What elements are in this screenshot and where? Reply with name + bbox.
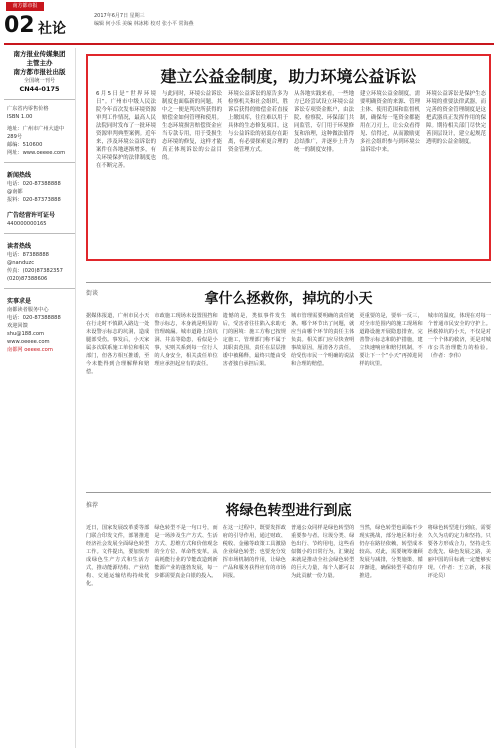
newspaper-logo: 南方都市报 (6, 2, 44, 11)
story-body (86, 524, 491, 744)
reader-line: 传真：(020)87382357 (7, 268, 63, 274)
address-line: 地址：广州市广州大道中289号 (7, 126, 65, 140)
hotline-block (4, 166, 75, 206)
page-header (0, 0, 499, 44)
story-street-talk (86, 288, 491, 488)
hotline-line: @南都 (7, 189, 23, 195)
feature-headline: 建立公益金制度，助力环境公益诉讼 (160, 67, 417, 86)
story-recommend (86, 500, 491, 745)
footer-line: 南都读者服务中心 (7, 307, 49, 313)
feature-column: 环境公益诉讼的原告多为检察机关和社会组织，胜诉后获得的赔偿金若直接上缴国库，往往难以用于具体的生态修复项目，这与公益诉讼的初衷存在距离，有必要探索更合理的资金管理方式。 (228, 91, 288, 153)
publication-number: CN44-0175 (19, 85, 60, 93)
reader-line: 电话：87388888 (7, 252, 49, 258)
footer-line: 欢迎回馈 (7, 323, 28, 329)
section-name: 社论 (38, 21, 66, 37)
story-column: 据媒体报道，广州市民小天在行走时不慎跌入路边一处未设警示标志的坑洞，造成腿部受伤。事发后，小天家属多次联系施工单位和相关部门，但各方相互推诿，至今未能得到合理解释和赔偿。 (86, 313, 150, 375)
ad-license-number: 440000000165 (7, 221, 47, 227)
footer-line: shu@188.com (7, 331, 45, 337)
publisher-line: 全国统一刊号 (23, 78, 56, 84)
publisher-line: 主管主办 (26, 59, 53, 67)
reader-hotline-block (4, 237, 75, 285)
story-headline: 拿什么拯救你，掉坑的小天 (204, 291, 373, 307)
sidebar-divider (4, 162, 75, 163)
story-column: 城市的温度，体现在对每一个普通市民安全的守护上。拯救掉坑的小天，不仅是对一个个体的救济，更是对城市公共治理能力的检验。（作者：李伟） (427, 313, 491, 359)
ad-license-heading: 广告经营许可证号 (7, 212, 56, 219)
reader-line: @nanduzc (7, 260, 35, 266)
feature-columns (96, 90, 486, 258)
address-line: 网址：www.oeeee.com (7, 150, 66, 156)
feature-column: 与此同时，环境公益诉讼制度也面临新的问题，其中之一便是判决所获得的赔偿金如何管理和使用。生态环境损害赔偿资金应当专款专用，用于受损生态环境的修复，这样才能真正体现诉讼的公益目的。 (162, 91, 222, 161)
story-column: 绿色转型不是一句口号，而是一场涉及生产方式、生活方式、思维方式和价值观念的全方位、革命性变革。从高耗能行业的节能改造到新能源产业的蓬勃发展，每一步都需要真金白银的投入。 (154, 525, 218, 579)
header-rule (4, 43, 494, 45)
feature-editorial (86, 54, 491, 261)
publisher-line: 南方报业传媒集团 (13, 50, 66, 58)
issue-date: 2017年6月7日 星期三 (94, 13, 145, 19)
website-link[interactable]: 南都网 oeeee.com (7, 347, 53, 353)
story-column: 将绿色转型进行到底，需要久久为功的定力和坚持。只要各方形成合力，坚持走生态优先、绿色发展之路，美丽中国的目标就一定能够实现。（作者：王立新，本报评论员） (427, 525, 491, 579)
story-column: 当然，绿色转型也面临不少现实挑战，部分地区和行业仍存在路径依赖，转型成本较高。对此，需要统筹兼顾发展与减排，分类施策、循序渐进，确保转型平稳有序推进。 (359, 525, 423, 579)
footer-block (4, 292, 75, 356)
feature-column: 6月5日是“世界环境日”。广州市中级人民法院今年首次发布环境资源审判工作情况，最高人民法院同时发布了一批环境资源审判典型案例。近年来，涉及环境公益诉讼的案件在各地逐渐增多，有关环境保护的法律制度也在不断完善。 (96, 91, 156, 169)
story-column: 近日，国家发展改革委等部门联合印发文件，部署推进经济社会发展全面绿色转型工作。文件提出，要加快形成绿色生产方式和生活方式，推动能源结构、产业结构、交通运输结构持续优化。 (86, 525, 150, 587)
address-block (4, 123, 75, 159)
section-divider (86, 492, 491, 493)
hotline-line: 电话：020-87388888 (7, 181, 61, 187)
story-column: 城市管理需要明确的责任链条。哪个环节出了问题，就应当由哪个环节的责任主体负责。相关部门应尽快查明事故原因，厘清各方责任，给受伤市民一个明确的说法和合理的赔偿。 (290, 313, 355, 367)
column-label: 街谈 (86, 290, 99, 297)
footer-line: www.oeeee.com (7, 339, 50, 345)
footer-line: 电话：020-87388888 (7, 315, 61, 321)
sidebar-divider (4, 99, 75, 100)
story-column: 更重要的是，要举一反三，对全市范围内的施工现场和道路设施开展隐患排查，完善警示标志和防护措施，建立快速响应和赔付机制，不要让下一个“小天”再掉进同样的坑里。 (359, 313, 423, 367)
hotline-line: 报料：020-87373888 (7, 197, 61, 203)
story-column: 遗憾的是，类似事件发生后，受害者往往陷入求助无门的困境：施工方称已按规定施工，管理部门称不属于其职责范围，责任在层层推诿中被稀释，最终只能由受害者独自承担后果。 (222, 313, 286, 367)
price-line: 广东省内零售价格 (7, 106, 49, 112)
price-line: ISBN 1.00 (7, 114, 33, 120)
ad-license-block (4, 206, 75, 230)
feature-column: 从各地实践来看，一些地方已经尝试设立环境公益诉讼专项资金账户，由法院、检察院、环保部门共同监管，专门用于环境修复和治理，这种做法值得总结推广，并逐步上升为统一的制度安排。 (294, 91, 354, 153)
story-column: 普通公众同样是绿色转型的重要参与者。垃圾分类、绿色出行、节约用电，这些看似微小的日常行为，汇聚起来就是推动全社会绿色转型的巨大力量，每个人都可以为此贡献一份力量。 (290, 525, 355, 579)
feature-column: 建立环境公益金制度，需要明确资金的来源、管理主体、使用范围和监督机制，确保每一笔资金都能用在刀刃上，让公众看得见、信得过，从而激励更多社会组织参与到环境公益诉讼中来。 (360, 91, 420, 153)
sidebar (4, 48, 76, 748)
publisher-block (4, 48, 75, 96)
hotline-heading: 新闻热线 (7, 172, 32, 179)
publisher-line: 南方都市报社出版 (13, 68, 66, 76)
reader-line: (020)87388606 (7, 276, 48, 282)
sidebar-divider (4, 288, 75, 289)
reader-hotline-heading: 读者热线 (7, 243, 32, 250)
sidebar-divider (4, 233, 75, 234)
page-number: 02 (4, 13, 35, 38)
price-block (4, 103, 75, 123)
address-line: 邮编：510600 (7, 142, 43, 148)
story-body (86, 312, 491, 488)
column-label: 推荐 (86, 502, 99, 509)
story-column: 市政施工现场未设置围挡和警示标志，本身就是明显的管理疏漏。城市道路上的坑洞、井盖等隐患，看似是小事，实则关系到每一位行人的人身安全，相关责任单位理应承担起应有的责任。 (154, 313, 218, 367)
story-headline: 将绿色转型进行到底 (225, 503, 352, 519)
footer-heading: 实事求是 (7, 298, 32, 305)
section-divider (86, 282, 491, 283)
feature-column: 环境公益诉讼是保护生态环境的重要法律武器，而完善的资金管理制度是这把武器真正发挥作用的保障。期待相关部门尽快完善顶层设计，建立起规范透明的公益金制度。 (426, 91, 486, 145)
story-column: 在这一过程中，既要发挥政府的引导作用，通过财政、税收、金融等政策工具激励企业绿色转型；也要充分发挥市场机制的作用，让绿色产品和服务获得应有的市场回报。 (222, 525, 286, 579)
editors-line: 编辑 何小乐 美编 林冰彬 校对 张小平 常海燕 (94, 21, 194, 27)
